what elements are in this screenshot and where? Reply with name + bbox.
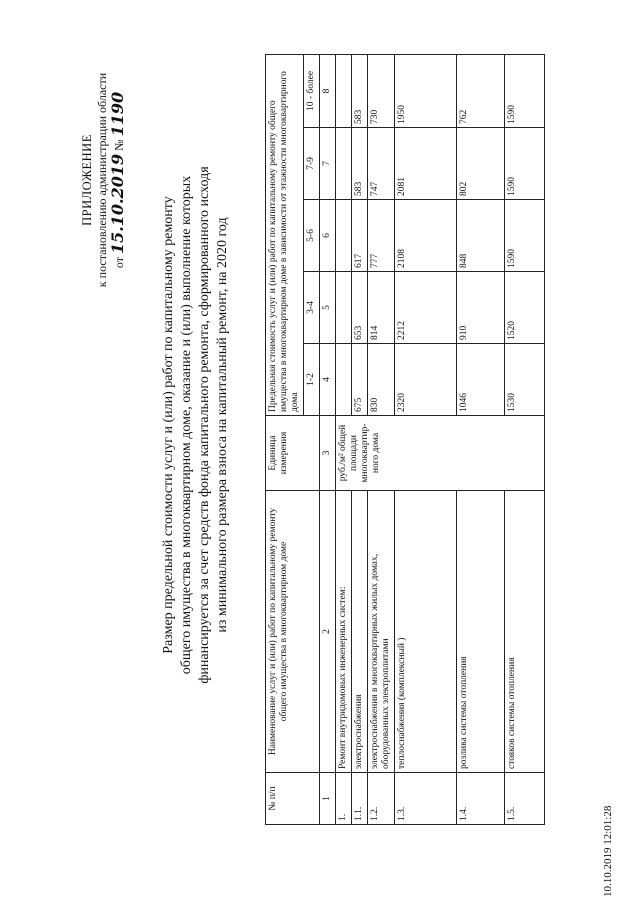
appendix-line2: от 15.10.2019 № 1190 xyxy=(108,91,127,269)
appendix-line1: к постановлению администрации области xyxy=(95,72,109,288)
row-value: 1590 xyxy=(505,128,545,200)
index-cell: 3 xyxy=(320,416,336,491)
appendix-title: ПРИЛОЖЕНИЕ xyxy=(80,134,94,226)
row-value: 802 xyxy=(457,128,505,200)
row-value: 675 xyxy=(352,344,368,416)
row-value: 1590 xyxy=(505,54,545,127)
row-value: 777 xyxy=(368,200,395,272)
row-name: электроснабжения в многоквартирных жилых домах, оборудованных электроплитами xyxy=(368,491,395,773)
row-value: 762 xyxy=(457,54,505,127)
header-row xyxy=(266,54,304,824)
row-value: 1046 xyxy=(457,344,505,416)
row-value: 2081 xyxy=(395,128,457,200)
header-floor: 5-6 xyxy=(304,200,320,272)
row-value: 910 xyxy=(457,272,505,344)
index-cell: 2 xyxy=(320,491,336,773)
index-cell: 7 xyxy=(320,128,336,200)
row-value: 617 xyxy=(352,200,368,272)
header-group: Предельная стоимость услуг и (или) работ по капитальному ремонту общего имущества в многоквартирном доме в зависимости от этажности многоквартирного дома xyxy=(266,54,304,415)
header-num: № п/п xyxy=(266,773,320,825)
row-value: 1950 xyxy=(395,54,457,127)
row-value: 583 xyxy=(352,128,368,200)
index-cell: 5 xyxy=(320,272,336,344)
row-value: 583 xyxy=(352,54,368,127)
row-value xyxy=(336,344,352,416)
index-cell: 4 xyxy=(320,344,336,416)
row-value: 653 xyxy=(352,272,368,344)
heading-line: общего имущества в многоквартирном доме, оказание и (или) выполнение которых xyxy=(179,175,194,675)
row-num: 1.3. xyxy=(395,773,457,825)
row-value xyxy=(336,128,352,200)
row-value: 2108 xyxy=(395,200,457,272)
heading-line: Размер предельной стоимости услуг и (или) работ по капитальному ремонту xyxy=(161,196,176,654)
row-value xyxy=(336,54,352,127)
row-name: розлива системы отопления xyxy=(457,491,505,773)
header-floor: 3-4 xyxy=(304,272,320,344)
row-value: 848 xyxy=(457,200,505,272)
row-value: 747 xyxy=(368,128,395,200)
appendix-block xyxy=(80,15,127,345)
index-cell: 8 xyxy=(320,54,336,127)
price-table xyxy=(265,54,545,825)
header-unit: Единица измерения xyxy=(266,416,320,491)
row-value: 2212 xyxy=(395,272,457,344)
header-floor: 1-2 xyxy=(304,344,320,416)
row-unit: руб./м² общей площади многоквартир-ного дома xyxy=(336,416,545,491)
header-floor: 10 - более xyxy=(304,54,320,127)
heading-line: финансируется за счет средств фонда капитального ремонта, сформированного исходя xyxy=(197,166,212,684)
index-cell: 1 xyxy=(320,773,336,825)
row-value: 2320 xyxy=(395,344,457,416)
row-value: 730 xyxy=(368,54,395,127)
index-row xyxy=(320,54,336,824)
row-value: 830 xyxy=(368,344,395,416)
table-row xyxy=(336,54,352,824)
row-num: 1. xyxy=(336,773,352,825)
row-value: 1520 xyxy=(505,272,545,344)
row-num: 1.1. xyxy=(352,773,368,825)
row-value xyxy=(336,200,352,272)
row-num: 1.4. xyxy=(457,773,505,825)
print-timestamp: 10.10.2019 12:01:28 xyxy=(602,805,614,897)
header-floor: 7-9 xyxy=(304,128,320,200)
row-value: 1530 xyxy=(505,344,545,416)
appendix-number: 1190 xyxy=(108,91,127,137)
index-cell: 6 xyxy=(320,200,336,272)
document-heading xyxy=(160,165,232,685)
row-value: 814 xyxy=(368,272,395,344)
row-name: Ремонт внутридомовых инженерных систем: xyxy=(336,491,352,773)
row-value: 1590 xyxy=(505,200,545,272)
row-num: 1.5. xyxy=(505,773,545,825)
row-name: теплоснабжения (комплексный ) xyxy=(395,491,457,773)
row-num: 1.2. xyxy=(368,773,395,825)
appendix-date: 15.10.2019 xyxy=(108,153,127,255)
header-name: Наименование услуг и (или) работ по капитальному ремонту общего имущества в многоквартирном доме xyxy=(266,491,320,773)
row-name: электроснабжения xyxy=(352,491,368,773)
row-name: стояков системы отопления xyxy=(505,491,545,773)
heading-line: из минимального размера взноса на капитальный ремонт, на 2020 год xyxy=(215,217,230,633)
row-value xyxy=(336,272,352,344)
